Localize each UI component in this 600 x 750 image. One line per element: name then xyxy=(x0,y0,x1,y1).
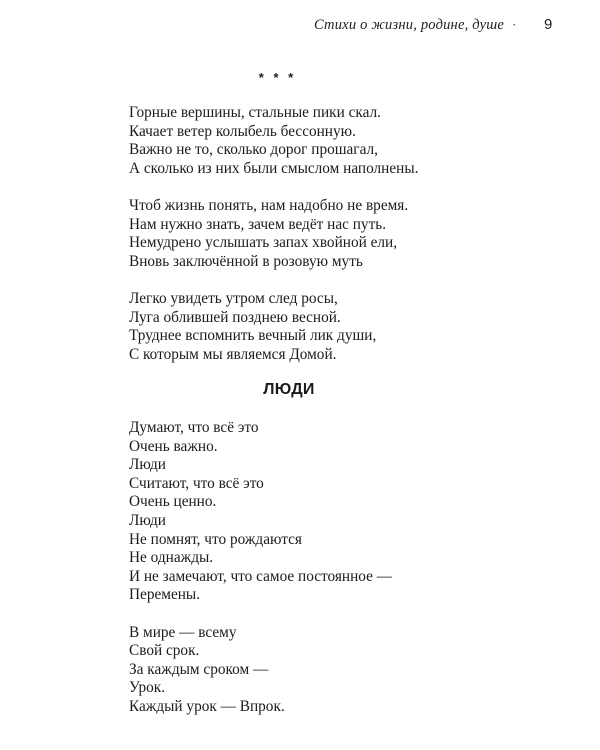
poem-line: И не замечают, что самое постоянное — xyxy=(129,567,393,585)
section-asterism: * * * xyxy=(258,70,297,85)
poem-line: Луга облившей позднею весной. xyxy=(129,308,341,326)
poem-title: ЛЮДИ xyxy=(263,381,315,398)
poem-line: Легко увидеть утром след росы, xyxy=(129,289,338,307)
poem-line: Считают, что всё это xyxy=(129,474,264,492)
poem-line: Думают, что всё это xyxy=(129,419,259,436)
poem-line: Не помнят, что рождаются xyxy=(129,530,302,548)
stanza-break xyxy=(129,271,418,290)
page-number: 9 xyxy=(544,16,553,33)
poem-line: Качает ветер колыбель бессонную. xyxy=(129,122,356,140)
poem-line: Чтоб жизнь понять, нам надобно не время. xyxy=(129,196,409,214)
poem-line: Перемены. xyxy=(129,586,201,604)
poem-line: Труднее вспомнить вечный лик души, xyxy=(129,327,377,345)
poem-line: А сколько из них были смыслом наполнены. xyxy=(129,159,419,177)
poem-line: В мире — всему xyxy=(129,623,237,641)
stanza-break xyxy=(129,605,392,624)
stanza-break xyxy=(129,178,418,197)
poem-line: Урок. xyxy=(129,679,166,697)
poem-line: Нам нужно знать, зачем ведёт нас путь. xyxy=(129,215,387,233)
poem-untitled xyxy=(129,104,418,364)
poem-line: Горные вершины, стальные пики скал. xyxy=(129,104,381,121)
poem-line: Не однажды. xyxy=(129,549,214,567)
poem-line: Вновь заключённой в розовую муть xyxy=(129,252,363,270)
poem-line: Люди xyxy=(129,511,166,529)
poem-line: С которым мы являемся Домой. xyxy=(129,345,337,363)
poem-line: За каждым сроком — xyxy=(129,660,269,678)
poem-line: Свой срок. xyxy=(129,642,200,660)
poem-line: Люди xyxy=(129,456,166,474)
running-head-title: Стихи о жизни, родине, душе xyxy=(313,17,504,33)
poem-line: Очень ценно. xyxy=(129,493,217,511)
running-head-separator: · xyxy=(512,17,517,32)
poem-line: Важно не то, сколько дорог прошагал, xyxy=(129,141,378,159)
poem-line: Немудрено услышать запах хвойной ели, xyxy=(129,234,398,252)
poem-line: Каждый урок — Впрок. xyxy=(129,697,285,715)
poem-people xyxy=(129,419,392,717)
poem-line: Очень важно. xyxy=(129,437,218,455)
